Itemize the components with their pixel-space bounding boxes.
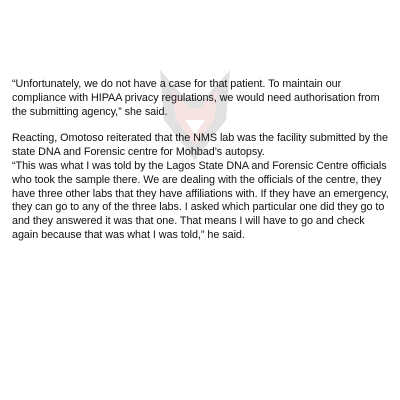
paragraph-omotoso-reaction: Reacting, Omotoso reiterated that the NMS lab was the facility submitted by the state DNA and Forensic centre for Mohbad’s autopsy. <box>12 132 388 159</box>
paragraph-quote-hospital: “Unfortunately, we do not have a case for that patient. To maintain our compliance with HIPAA privacy regulations, we would need authorisation from the submitting agency,” she said. <box>12 78 380 118</box>
paragraph-quote-omotoso: “This was what I was told by the Lagos State DNA and Forensic Centre officials who took the sample there. We are dealing with the officials of the centre, they have three other labs that they have affiliations with. If they have an emergency, they can go to any of the three labs. I asked which particular one did they go to and they answered it was that one. That means I will have to go and check again because that was what I was told,” he said. <box>12 159 389 241</box>
article-body <box>12 78 390 243</box>
